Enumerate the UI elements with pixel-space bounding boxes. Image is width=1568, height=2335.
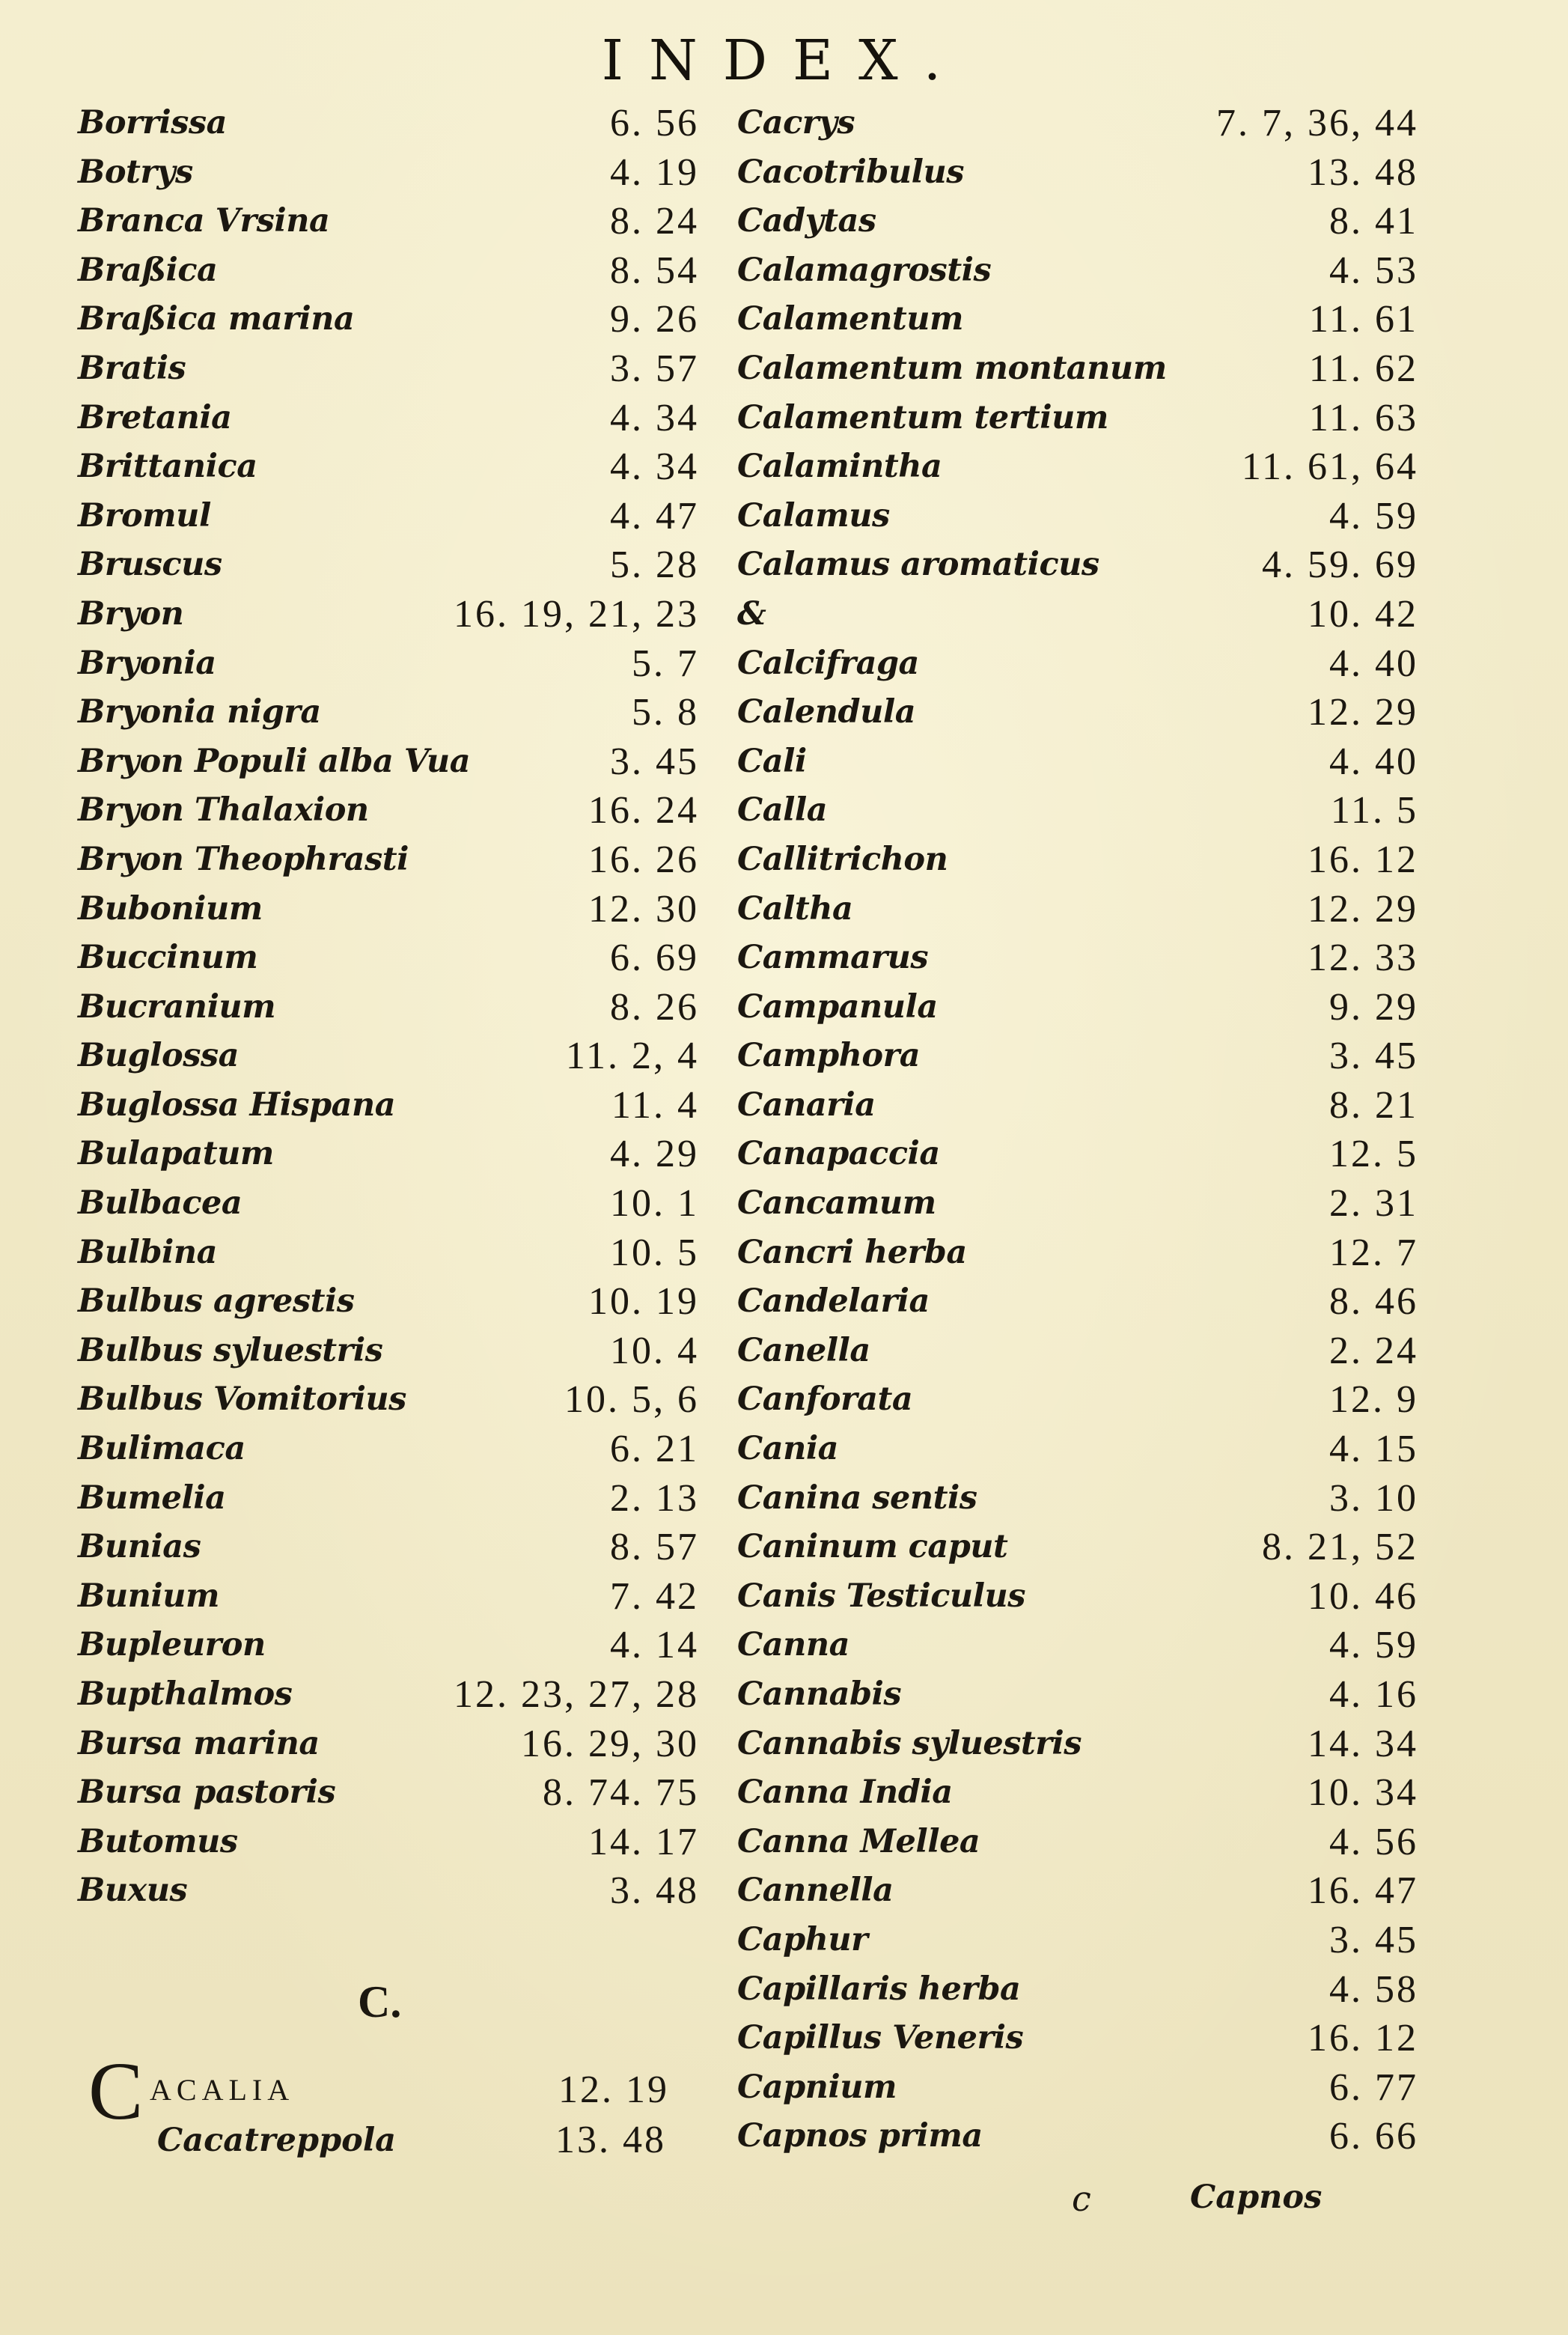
right-entry (737, 2063, 1486, 2113)
cacalia-term: ACALIA (150, 2073, 295, 2107)
entry-term: Cancri herba (737, 1233, 967, 1271)
entry-pages: 11. 61 (1308, 298, 1418, 341)
entry-pages: 4. 40 (1329, 740, 1418, 783)
left-entry (78, 1130, 699, 1179)
right-entry (737, 1277, 1486, 1327)
right-entry (737, 1670, 1486, 1720)
entry-term: Calamentum tertium (737, 398, 1108, 436)
entry-pages: 2. 31 (1329, 1182, 1418, 1226)
right-entry (737, 1375, 1486, 1425)
entry-term: Calamagrostis (737, 251, 992, 289)
entry-term: Bucranium (78, 987, 276, 1026)
left-entry (78, 737, 699, 787)
entry-pages: 10. 4 (610, 1329, 699, 1372)
left-entry (78, 1670, 699, 1720)
entry-term: Bulbus Vomitorius (78, 1380, 406, 1419)
entry-term: Bubonium (78, 889, 263, 928)
right-entry (737, 1720, 1486, 1769)
entry-term: Bromul (78, 496, 211, 535)
entry-term: Bulbacea (78, 1184, 242, 1223)
right-entry (737, 1523, 1486, 1572)
entry-pages: 4. 34 (610, 445, 699, 489)
entry-pages: 8. 46 (1329, 1280, 1418, 1324)
entry-pages: 9. 26 (610, 298, 699, 341)
entry-term: Calendula (737, 693, 916, 731)
right-entry (737, 295, 1486, 344)
left-column (78, 99, 699, 1916)
right-entry (737, 344, 1486, 394)
entry-pages: 16. 12 (1308, 2017, 1418, 2060)
left-entry (78, 148, 699, 198)
entry-term: Bulbus syluestris (78, 1331, 383, 1369)
entry-pages: 4. 15 (1329, 1428, 1418, 1471)
entry-pages: 8. 24 (610, 200, 699, 243)
left-entry (78, 1229, 699, 1278)
left-entry (78, 1179, 699, 1229)
entry-pages: 10. 19 (588, 1280, 699, 1324)
right-entry (737, 1032, 1486, 1081)
left-entry (78, 541, 699, 590)
left-entry (78, 786, 699, 835)
right-entry (737, 934, 1486, 983)
right-entry (737, 541, 1486, 590)
right-entry (737, 246, 1486, 296)
entry-term: Bruscus (78, 546, 222, 584)
entry-pages: 4. 59. 69 (1262, 544, 1418, 587)
right-entry (737, 688, 1486, 737)
entry-term: Buglossa (78, 1037, 239, 1075)
entry-term: Cacotribulus (737, 153, 964, 191)
right-entry (737, 1572, 1486, 1622)
entry-term: Braßica (78, 251, 218, 289)
left-entry (78, 246, 699, 296)
entry-pages: 4. 58 (1329, 1967, 1418, 2011)
right-entry (737, 1818, 1486, 1867)
entry-pages: 8. 26 (610, 985, 699, 1029)
entry-term: Bratis (78, 349, 186, 387)
entry-pages: 16. 24 (588, 789, 699, 832)
entry-pages: 5. 7 (632, 642, 699, 685)
entry-pages: 3. 45 (1329, 1035, 1418, 1078)
entry-term: Bunias (78, 1528, 201, 1566)
right-entry (737, 394, 1486, 443)
entry-pages: 3. 45 (1329, 1918, 1418, 1961)
entry-term: Calamentum montanum (737, 349, 1167, 387)
entry-pages: 14. 17 (588, 1820, 699, 1863)
entry-term: Bulbus agrestis (78, 1282, 355, 1321)
left-entry (78, 1081, 699, 1130)
entry-term: Calcifraga (737, 644, 919, 682)
entry-term: Caninum caput (737, 1528, 1008, 1566)
right-entry (737, 442, 1486, 492)
left-entry (78, 1327, 699, 1376)
entry-pages: 10. 5 (610, 1231, 699, 1274)
entry-pages: 12. 23, 27, 28 (454, 1673, 699, 1716)
right-entry (737, 197, 1486, 246)
right-entry (737, 885, 1486, 934)
right-entry (737, 2112, 1486, 2161)
left-entry (78, 1866, 699, 1916)
entry-pages: 4. 14 (610, 1624, 699, 1667)
entry-pages: 11. 63 (1308, 396, 1418, 439)
entry-pages: 4. 34 (610, 396, 699, 439)
entry-pages: 13. 48 (1308, 150, 1418, 194)
entry-term: Cancamum (737, 1184, 936, 1223)
entry-term: Bryon Theophrasti (78, 840, 409, 878)
left-entry (78, 394, 699, 443)
left-entry (78, 1621, 699, 1670)
left-entry (78, 639, 699, 689)
entry-term: Botrys (78, 153, 193, 191)
right-entry (737, 590, 1486, 639)
left-entry (78, 1768, 699, 1818)
entry-term: Cacrys (737, 104, 855, 141)
right-entry (737, 1130, 1486, 1179)
entry-pages: 12. 7 (1329, 1231, 1418, 1274)
entry-pages: 3. 57 (610, 347, 699, 390)
entry-term: Canna (737, 1626, 849, 1664)
entry-pages: 4. 56 (1329, 1820, 1418, 1863)
right-entry (737, 1916, 1486, 1965)
entry-term: Bunium (78, 1577, 219, 1615)
left-entry (78, 835, 699, 885)
left-entry (78, 442, 699, 492)
entry-pages: 6. 77 (1329, 2065, 1418, 2109)
right-entry (737, 1768, 1486, 1818)
entry-term: Bretania (78, 398, 232, 436)
left-entry (78, 983, 699, 1032)
entry-pages: 12. 9 (1329, 1378, 1418, 1422)
entry-term: Borrissa (78, 104, 227, 141)
entry-pages: 6. 56 (610, 102, 699, 144)
entry-pages: 4. 29 (610, 1133, 699, 1176)
entry-term: Calla (737, 791, 828, 829)
left-entry (78, 1277, 699, 1327)
entry-term: Campanula (737, 987, 938, 1026)
entry-pages: 3. 10 (1329, 1476, 1418, 1520)
entry-term: Bryonia (78, 644, 216, 682)
entry-term: Buxus (78, 1872, 188, 1910)
entry-term: Bryon Populi alba Vua (78, 742, 471, 780)
entry-pages: 7. 42 (610, 1574, 699, 1618)
left-entry (78, 492, 699, 541)
entry-term: Canis Testiculus (737, 1577, 1025, 1615)
left-entry (78, 1032, 699, 1081)
entry-pages: 16. 29, 30 (521, 1722, 699, 1765)
left-entry (78, 590, 699, 639)
entry-pages: 16. 12 (1308, 838, 1418, 881)
right-entry (737, 1621, 1486, 1670)
left-entry (78, 934, 699, 983)
entry-pages: 4. 16 (1329, 1673, 1418, 1716)
entry-pages: 8. 41 (1329, 200, 1418, 243)
entry-term: Capillus Veneris (737, 2019, 1024, 2057)
left-entry (78, 885, 699, 934)
entry-pages: 5. 8 (632, 691, 699, 734)
entry-pages: 10. 1 (610, 1182, 699, 1226)
left-entry (78, 344, 699, 394)
entry-term: Cammarus (737, 939, 929, 977)
entry-term: Canapaccia (737, 1135, 940, 1173)
left-entry (78, 1375, 699, 1425)
right-entry (737, 983, 1486, 1032)
entry-pages: 10. 46 (1308, 1574, 1418, 1618)
entry-pages: 3. 45 (610, 740, 699, 783)
page-title: INDEX. (601, 28, 967, 93)
cacatreppola-term: Cacatreppola (157, 2122, 397, 2159)
entry-term: Buglossa Hispana (78, 1086, 396, 1124)
entry-term: Canforata (737, 1380, 913, 1419)
right-entry (737, 2014, 1486, 2063)
entry-pages: 16. 26 (588, 838, 699, 881)
entry-term: Cadytas (737, 202, 876, 240)
entry-pages: 12. 33 (1308, 937, 1418, 980)
right-entry (737, 1425, 1486, 1474)
entry-term: Callitrichon (737, 840, 948, 878)
entry-pages: 8. 54 (610, 249, 699, 292)
entry-term: Braßica marina (78, 300, 355, 338)
entry-term: Camphora (737, 1037, 921, 1075)
entry-term: Calamus aromaticus (737, 546, 1099, 584)
right-entry (737, 786, 1486, 835)
entry-pages: 8. 21 (1329, 1083, 1418, 1127)
cacatreppola-pages: 13. 48 (555, 2119, 666, 2161)
entry-term: Canina sentis (737, 1479, 977, 1517)
entry-pages: 10. 34 (1308, 1771, 1418, 1815)
right-entry (737, 492, 1486, 541)
entry-term: Brittanica (78, 448, 257, 486)
entry-pages: 9. 29 (1329, 985, 1418, 1029)
right-entry (737, 1081, 1486, 1130)
entry-term: Bupthalmos (78, 1675, 293, 1713)
cacalia-pages: 12. 19 (558, 2068, 669, 2111)
entry-pages: 4. 19 (610, 150, 699, 194)
left-entry (78, 1818, 699, 1867)
left-entry (78, 197, 699, 246)
entry-pages: 11. 61, 64 (1241, 445, 1418, 489)
entry-term: Bryon Thalaxion (78, 791, 369, 829)
entry-pages: 11. 4 (611, 1083, 699, 1127)
entry-term: Calamentum (737, 300, 964, 338)
entry-term: Branca Vrsina (78, 202, 330, 240)
entry-term: Cannabis syluestris (737, 1724, 1082, 1762)
right-entry (737, 1327, 1486, 1376)
entry-pages: 4. 59 (1329, 1624, 1418, 1667)
left-entry (78, 99, 699, 148)
entry-pages: 10. 42 (1308, 592, 1418, 636)
entry-term: Canella (737, 1331, 870, 1369)
left-entry (78, 1425, 699, 1474)
entry-pages: 5. 28 (610, 544, 699, 587)
drop-cap: C (88, 2045, 144, 2137)
right-column (737, 99, 1486, 2161)
right-entry (737, 1866, 1486, 1916)
entry-term: Bulimaca (78, 1430, 245, 1468)
entry-term: Candelaria (737, 1282, 930, 1321)
left-entry (78, 1523, 699, 1572)
entry-pages: 11. 62 (1308, 347, 1418, 390)
entry-term: Bupleuron (78, 1626, 266, 1664)
right-entry (737, 639, 1486, 689)
entry-pages: 8. 21, 52 (1262, 1526, 1418, 1569)
right-entry (737, 835, 1486, 885)
entry-pages: 6. 69 (610, 937, 699, 980)
right-entry (737, 1474, 1486, 1523)
entry-pages: 11. 5 (1330, 789, 1418, 832)
entry-term: Bryon (78, 594, 184, 633)
entry-pages: 7. 7, 36, 44 (1216, 102, 1418, 144)
entry-pages: 10. 5, 6 (564, 1378, 699, 1422)
entry-term: Butomus (78, 1822, 238, 1860)
entry-term: Canna India (737, 1774, 953, 1812)
entry-term: Canna Mellea (737, 1822, 980, 1860)
entry-pages: 4. 53 (1329, 249, 1418, 292)
right-entry (737, 1965, 1486, 2015)
right-entry (737, 1179, 1486, 1229)
entry-term: Caphur (737, 1920, 868, 1958)
entry-term: Cali (737, 742, 807, 780)
entry-term: Cannabis (737, 1675, 902, 1713)
entry-pages: 8. 57 (610, 1526, 699, 1569)
entry-pages: 4. 40 (1329, 642, 1418, 685)
right-entry (737, 148, 1486, 198)
entry-term: Capnos prima (737, 2117, 983, 2155)
entry-term: Capillaris herba (737, 1970, 1021, 2008)
signature-mark: c (1072, 2179, 1091, 2219)
entry-pages: 12. 29 (1308, 887, 1418, 931)
entry-term: Bulapatum (78, 1135, 274, 1173)
entry-term: Bulbina (78, 1233, 217, 1271)
right-entry (737, 1229, 1486, 1278)
entry-pages: 16. 19, 21, 23 (454, 592, 699, 636)
entry-pages: 6. 21 (610, 1428, 699, 1471)
left-entry (78, 688, 699, 737)
section-heading-c: C. (358, 1977, 402, 2027)
entry-term: Canaria (737, 1086, 876, 1124)
left-entry (78, 1572, 699, 1622)
entry-pages: 4. 47 (610, 494, 699, 538)
entry-pages: 12. 5 (1329, 1133, 1418, 1176)
entry-pages: 11. 2, 4 (565, 1035, 699, 1078)
entry-term: & (737, 594, 766, 633)
entry-pages: 2. 24 (1329, 1329, 1418, 1372)
entry-term: Capnium (737, 2068, 897, 2106)
entry-term: Bursa pastoris (78, 1774, 336, 1812)
entry-term: Bursa marina (78, 1724, 320, 1762)
right-entry (737, 737, 1486, 787)
entry-pages: 4. 59 (1329, 494, 1418, 538)
entry-term: Cannella (737, 1872, 894, 1910)
entry-term: Calamintha (737, 448, 942, 486)
entry-pages: 8. 74. 75 (543, 1771, 699, 1815)
entry-pages: 2. 13 (610, 1476, 699, 1520)
entry-term: Calamus (737, 496, 890, 535)
entry-term: Caltha (737, 889, 853, 928)
left-entry (78, 1474, 699, 1523)
entry-pages: 6. 66 (1329, 2115, 1418, 2158)
entry-pages: 16. 47 (1308, 1869, 1418, 1913)
right-entry (737, 99, 1486, 148)
left-entry (78, 1720, 699, 1769)
entry-pages: 14. 34 (1308, 1722, 1418, 1765)
catchword: Capnos (1190, 2179, 1323, 2216)
left-entry (78, 295, 699, 344)
entry-pages: 3. 48 (610, 1869, 699, 1913)
entry-term: Bryonia nigra (78, 693, 321, 731)
entry-term: Buccinum (78, 939, 258, 977)
entry-term: Cania (737, 1430, 839, 1468)
entry-term: Bumelia (78, 1479, 226, 1517)
entry-pages: 12. 30 (588, 887, 699, 931)
entry-pages: 12. 29 (1308, 691, 1418, 734)
